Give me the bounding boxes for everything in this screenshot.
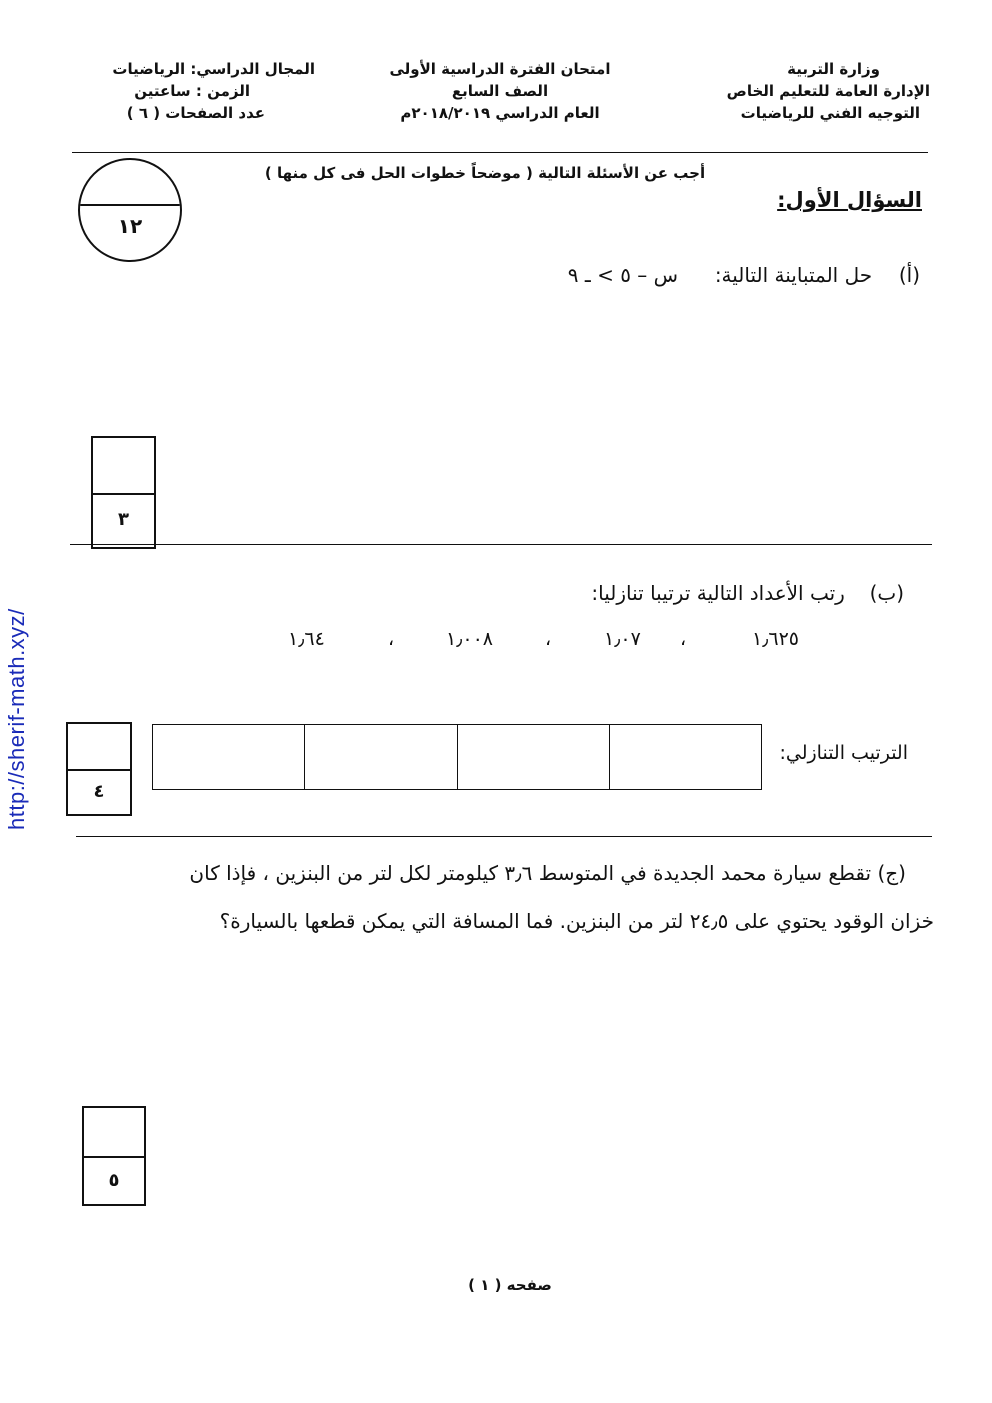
header-divider (72, 152, 928, 153)
part-b-separator-3: ، (388, 628, 395, 650)
header-year: العام الدراسي ٢٠١٨/٢٠١٩م (400, 104, 600, 122)
part-a-score: ٣ (118, 509, 129, 531)
answer-cell[interactable] (609, 725, 761, 789)
part-b-divider (76, 836, 932, 837)
side-url-watermark: http://sherif-math.xyz/ (4, 608, 29, 830)
part-b-separator-2: ، (545, 628, 552, 650)
instructions: أجب عن الأسئلة التالية ( موضحاً خطوات الحل فى كل منها ) (264, 164, 706, 182)
part-b-number-2: ١٫٠٧ (604, 628, 641, 650)
header-ministry-block (727, 58, 930, 124)
total-score-circle (78, 158, 182, 262)
part-b-answer-cells (152, 724, 762, 790)
part-a-line (568, 260, 920, 290)
part-b-answer-label: الترتيب التنازلي: (779, 742, 908, 764)
total-score: ١٢ (117, 214, 143, 238)
answer-cell[interactable] (304, 725, 456, 789)
page-footer: صفحه ( ١ ) (468, 1276, 552, 1294)
answer-cell[interactable] (457, 725, 609, 789)
header-subject: المجال الدراسي: الرياضيات (112, 60, 315, 78)
part-b-score-box (66, 722, 132, 816)
part-b-text: رتب الأعداد التالية ترتيبا تنازليا: (591, 581, 845, 605)
part-a-text: حل المتباينة التالية: (714, 263, 873, 287)
part-b-line (591, 578, 904, 608)
part-c-score-box (82, 1106, 146, 1206)
part-c-line-2: خزان الوقود يحتوي على ٢٤٫٥ لتر من البنزين. فما المسافة التي يمكن قطعها بالسيارة؟ (219, 909, 934, 933)
header-exam-title: امتحان الفترة الدراسية الأولى (389, 60, 611, 78)
part-c-score: ٥ (108, 1169, 120, 1191)
header-exam-block (370, 58, 630, 124)
part-b-number-4: ١٫٦٤ (288, 628, 325, 650)
part-b-number-1: ١٫٦٢٥ (752, 628, 799, 650)
answer-cell[interactable] (153, 725, 304, 789)
part-a-label: (أ) (898, 263, 920, 287)
part-a-expression: س – ٥ > ـ ٩ (567, 263, 679, 287)
header-directorate: الإدارة العامة للتعليم الخاص (726, 82, 930, 100)
header-grade: الصف السابع (451, 82, 549, 100)
part-c-line-1: (ج) تقطع سيارة محمد الجديدة في المتوسط ٣٫٦ كيلومتر لكل لتر من البنزين ، فإذا كان (189, 861, 906, 885)
part-b-number-3: ١٫٠٠٨ (446, 628, 493, 650)
header-guidance: التوجيه الفني للرياضيات (740, 104, 920, 122)
part-b-label: (ب) (869, 581, 904, 605)
part-a-score-box (91, 436, 156, 549)
circle-divider (80, 204, 180, 206)
header-pages: عدد الصفحات ( ٦ ) (126, 104, 265, 122)
header-ministry: وزارة التربية (787, 60, 880, 78)
part-a-divider (70, 544, 932, 545)
part-b-separator-1: ، (680, 628, 687, 650)
header-subject-block (100, 58, 315, 124)
question-title: السؤال الأول: (777, 188, 922, 212)
part-b-score: ٤ (93, 781, 105, 802)
header-time: الزمن : ساعتين (134, 82, 250, 100)
